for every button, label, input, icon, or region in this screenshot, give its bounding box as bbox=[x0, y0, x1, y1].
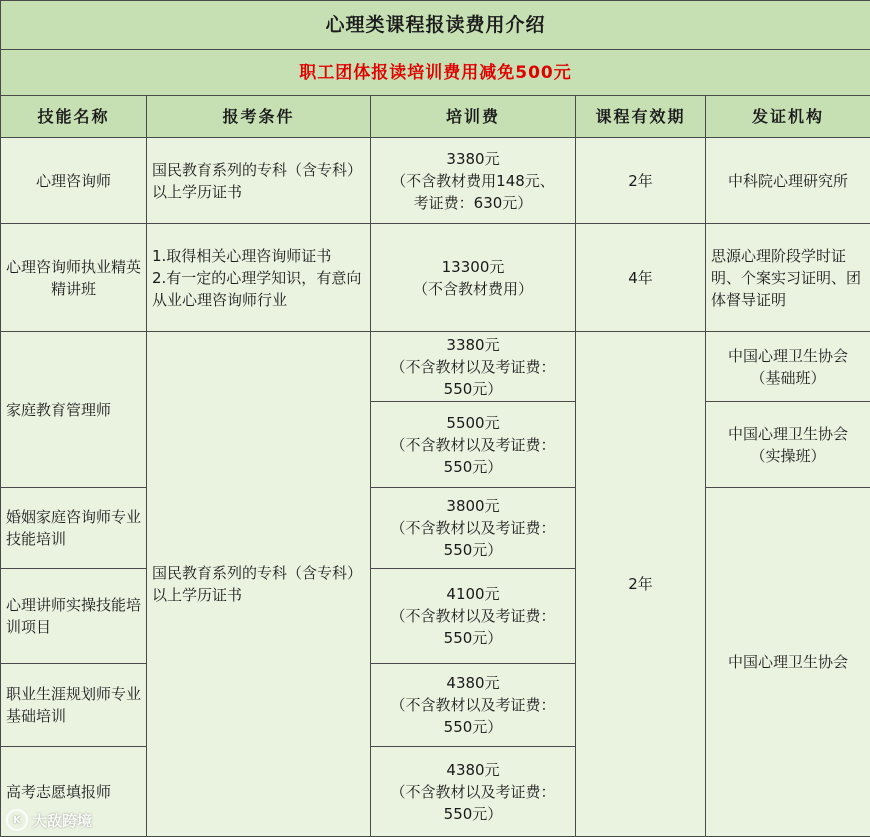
skill-name: 心理咨询师 bbox=[1, 138, 147, 224]
requirement-line: 1.取得相关心理咨询师证书 bbox=[152, 245, 365, 267]
skill-name: 高考志愿填报师 bbox=[1, 747, 147, 837]
shared-requirement-cell: 国民教育系列的专科（含专科）以上学历证书 bbox=[147, 332, 371, 837]
fee-note: （不含教材以及考证费： bbox=[376, 434, 570, 456]
skill-name: 心理咨询师执业精英精讲班 bbox=[1, 224, 147, 332]
shared-validity-cell: 2年 bbox=[576, 332, 706, 837]
header-row bbox=[1, 96, 870, 138]
fee-cell bbox=[371, 747, 576, 837]
table-row bbox=[1, 138, 870, 224]
header-issuer: 发证机构 bbox=[706, 96, 870, 138]
fee-cell bbox=[371, 138, 576, 224]
requirement-line: 2.有一定的心理学知识，有意向从业心理咨询师行业 bbox=[152, 267, 365, 311]
fee-amount: 13300元 bbox=[376, 256, 570, 278]
fee-cell bbox=[371, 569, 576, 664]
issuer-cell: 思源心理阶段学时证明、个案实习证明、团体督导证明 bbox=[706, 224, 870, 332]
table-row bbox=[1, 488, 870, 569]
validity-cell: 4年 bbox=[576, 224, 706, 332]
fee-note: （不含教材费用148元、 bbox=[376, 170, 570, 192]
issuer-line: （实操班） bbox=[711, 445, 865, 467]
fee-amount: 4380元 bbox=[376, 759, 570, 781]
skill-name: 家庭教育管理师 bbox=[1, 332, 147, 488]
header-requirement: 报考条件 bbox=[147, 96, 371, 138]
shared-issuer-cell: 中国心理卫生协会 bbox=[706, 488, 870, 837]
skill-name: 职业生涯规划师专业基础培训 bbox=[1, 664, 147, 747]
fee-note: 550元） bbox=[376, 539, 570, 561]
table-row bbox=[1, 332, 870, 402]
fee-cell bbox=[371, 664, 576, 747]
watermark-text: 大敌跨境 bbox=[32, 810, 92, 831]
fee-note: 考证费：630元） bbox=[376, 192, 570, 214]
requirement-cell bbox=[147, 224, 371, 332]
fee-note: 550元） bbox=[376, 378, 570, 400]
fee-cell bbox=[371, 402, 576, 488]
header-skill: 技能名称 bbox=[1, 96, 147, 138]
fee-cell bbox=[371, 224, 576, 332]
issuer-cell: 中科院心理研究所 bbox=[706, 138, 870, 224]
fee-note: （不含教材费用） bbox=[376, 278, 570, 300]
fee-note: 550元） bbox=[376, 627, 570, 649]
fee-note: 550元） bbox=[376, 716, 570, 738]
issuer-line: 中国心理卫生协会 bbox=[711, 345, 865, 367]
fee-amount: 4100元 bbox=[376, 583, 570, 605]
fee-note: 550元） bbox=[376, 803, 570, 825]
fee-note: （不含教材以及考证费： bbox=[376, 781, 570, 803]
watermark bbox=[6, 809, 92, 831]
fee-note: 550元） bbox=[376, 456, 570, 478]
fee-cell bbox=[371, 332, 576, 402]
fee-amount: 3380元 bbox=[376, 334, 570, 356]
fee-note: （不含教材以及考证费： bbox=[376, 517, 570, 539]
issuer-cell bbox=[706, 332, 870, 402]
fee-note: （不含教材以及考证费： bbox=[376, 356, 570, 378]
issuer-cell bbox=[706, 402, 870, 488]
header-validity: 课程有效期 bbox=[576, 96, 706, 138]
issuer-line: （基础班） bbox=[711, 367, 865, 389]
promo-banner: 职工团体报读培训费用减免500元 bbox=[1, 50, 870, 96]
issuer-line: 中国心理卫生协会 bbox=[711, 423, 865, 445]
fee-amount: 5500元 bbox=[376, 412, 570, 434]
table-title: 心理类课程报读费用介绍 bbox=[1, 1, 870, 50]
watermark-logo-icon: K bbox=[6, 809, 28, 831]
fee-amount: 3800元 bbox=[376, 495, 570, 517]
fee-amount: 4380元 bbox=[376, 672, 570, 694]
fee-cell bbox=[371, 488, 576, 569]
requirement-cell: 国民教育系列的专科（含专科）以上学历证书 bbox=[147, 138, 371, 224]
fee-note: （不含教材以及考证费： bbox=[376, 694, 570, 716]
table-row bbox=[1, 224, 870, 332]
header-fee: 培训费 bbox=[371, 96, 576, 138]
fee-note: （不含教材以及考证费： bbox=[376, 605, 570, 627]
fee-amount: 3380元 bbox=[376, 148, 570, 170]
skill-name: 婚姻家庭咨询师专业技能培训 bbox=[1, 488, 147, 569]
validity-cell: 2年 bbox=[576, 138, 706, 224]
skill-name: 心理讲师实操技能培训项目 bbox=[1, 569, 147, 664]
